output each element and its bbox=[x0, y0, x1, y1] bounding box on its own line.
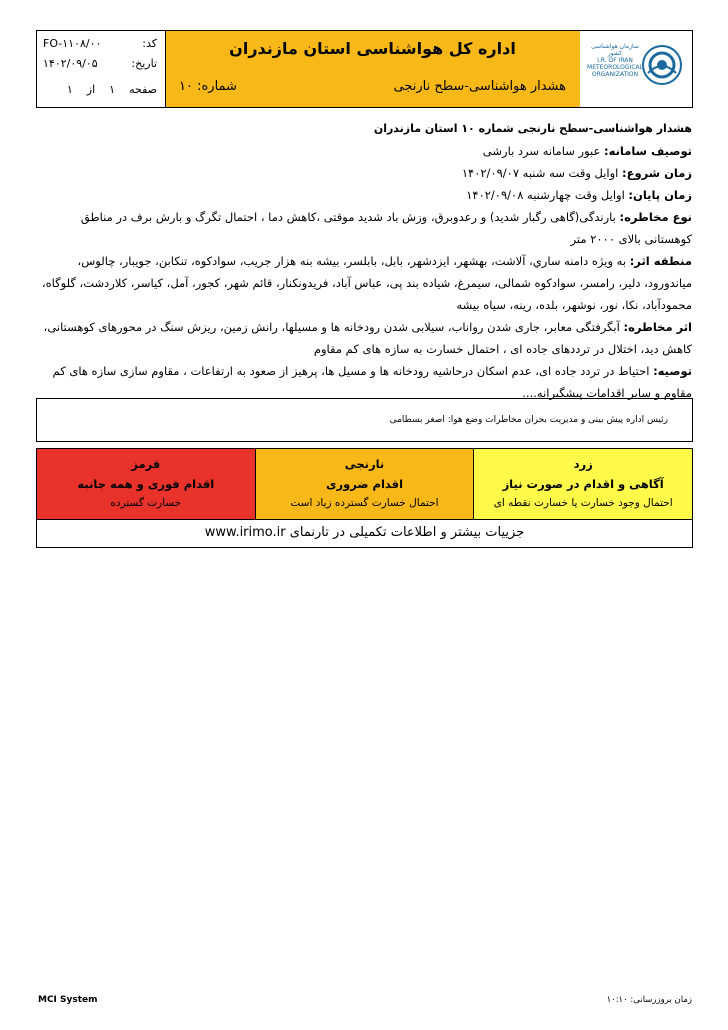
level-action: اقدام فوری و همه جانبه bbox=[77, 477, 215, 491]
page-of-label: از bbox=[86, 83, 96, 96]
start-value: اوایل وقت سه شنبه ۱۴۰۲/۰۹/۰۷ bbox=[461, 166, 619, 180]
document-header bbox=[36, 30, 693, 108]
level-description: احتمال وجود خسارت یا خسارت نقطه ای bbox=[493, 497, 673, 509]
page-value: ۱ bbox=[109, 83, 116, 96]
more-info-link-row[interactable] bbox=[36, 520, 693, 548]
level-description: خسارت گسترده bbox=[110, 497, 182, 509]
level-name: زرد bbox=[573, 457, 593, 471]
more-info-text[interactable]: جزییات بیشتر و اطلاعات تکمیلی در تارنمای www.irimo.ir bbox=[204, 525, 525, 540]
impact-label: اثر مخاطره: bbox=[623, 320, 692, 334]
hazard-type bbox=[36, 206, 692, 250]
logo-text-line: سازمان هواشناسی کشور bbox=[591, 43, 639, 57]
meta-page-row bbox=[43, 83, 157, 99]
impact-value: آبگرفتگی معابر، جاری شدن رواناب، سیلابی شدن رودخانه ها و مسیلها، رانش زمین، ریزش سنگ در محورهای کوهستانی، کاهش دید، اختلال در ترددهای جاده ای ، احتمال خسارت به سازه های کم مقاوم bbox=[43, 320, 692, 356]
system-value: عبور سامانه سرد بارشی bbox=[482, 144, 601, 158]
code-value: FO-۱۱۰۸/۰۰ bbox=[43, 37, 102, 50]
level-orange bbox=[255, 449, 474, 519]
start-label: زمان شروع: bbox=[622, 166, 692, 180]
area-label: منطقه اثر: bbox=[629, 254, 692, 268]
logo-text bbox=[586, 43, 644, 78]
signature-box bbox=[36, 398, 693, 442]
logo-text-line: METEOROLOGICAL bbox=[587, 64, 643, 71]
document-meta bbox=[37, 31, 166, 107]
warning-level-title: هشدار هواشناسی-سطح نارنجی bbox=[393, 79, 566, 94]
level-action: اقدام ضروری bbox=[325, 477, 404, 491]
footer-system-name: MCI System bbox=[38, 995, 98, 1005]
advice-label: توصیه: bbox=[653, 364, 692, 378]
warning-heading: هشدار هواشناسی-سطح نارنجی شماره ۱۰ استان مازندران bbox=[373, 122, 692, 135]
system-label: توصیف سامانه: bbox=[604, 144, 692, 158]
organization-logo bbox=[579, 31, 692, 107]
level-description: احتمال خسارت گسترده زیاد است bbox=[290, 497, 439, 509]
hazard-value: بارندگی(گاهی رگبار شدید) و رعدوبرق، وزش باد شدید موقتی ،کاهش دما ، احتمال تگرگ و بارش برف در مناطق کوهستانی بالای ۲۰۰۰ متر bbox=[80, 210, 692, 246]
logo-text-line: ORGANIZATION bbox=[591, 71, 639, 78]
level-name: قرمز bbox=[131, 457, 161, 471]
affected-area bbox=[36, 250, 692, 316]
meta-code-row bbox=[43, 37, 157, 53]
date-label: تاریخ: bbox=[131, 57, 157, 70]
signature-text: رئیس اداره پیش بینی و مدیریت بحران مخاطرات وضع هوا: اصغر بسطامی bbox=[389, 415, 668, 425]
warning-body bbox=[36, 118, 692, 404]
end-label: زمان پایان: bbox=[628, 188, 692, 202]
date-value: ۱۴۰۲/۰۹/۰۵ bbox=[43, 57, 98, 70]
warning-number: شماره: ۱۰ bbox=[179, 79, 237, 94]
end-time bbox=[36, 184, 692, 206]
meta-date-row bbox=[43, 57, 157, 73]
level-name: نارنجی bbox=[344, 457, 385, 471]
logo-text-line: I.R. OF IRAN bbox=[597, 57, 633, 64]
page-label: صفحه bbox=[129, 83, 157, 96]
page-total: ۱ bbox=[66, 83, 73, 96]
warning-levels-table bbox=[36, 448, 693, 520]
page-title: اداره کل هواشناسی استان مازندران bbox=[229, 39, 516, 58]
logo-globe-icon bbox=[642, 45, 682, 85]
hazard-label: نوع مخاطره: bbox=[619, 210, 692, 224]
footer-update-time: زمان بروزرسانی: ۱۰:۱۰ bbox=[606, 995, 692, 1005]
start-time bbox=[36, 162, 692, 184]
level-action: آگاهی و اقدام در صورت نیاز bbox=[502, 477, 664, 491]
hazard-impact bbox=[36, 316, 692, 360]
end-value: اوایل وقت چهارشنبه ۱۴۰۲/۰۹/۰۸ bbox=[466, 188, 625, 202]
code-label: کد: bbox=[142, 37, 157, 50]
area-value: به ویژه دامنه ساري، آلاشت، بهشهر، ایزدشهر، بابل، بابلسر، بیشه بنه هزار جریب، سوادکوه، تنکابن، جویبار، چالوس، میاندورود، دلیر، رامسر، سوادکوه شمالی، سیمرغ، شیاده بند پی، عباس آباد، فریدونکنار، قائم شهر، کجور، آمل، کیاسر، کلاردشت، گلوگاه، محمودآباد، نکا، نور، نوشهر، بلده، رینه، سیاه بیشه bbox=[41, 254, 692, 312]
system-description bbox=[36, 140, 692, 162]
level-yellow bbox=[473, 449, 692, 519]
header-title-panel bbox=[165, 31, 580, 107]
advice-value: احتیاط در تردد جاده ای، عدم اسکان درحاشیه رودخانه ها و مسیل ها، پرهیز از صعود به ارتفاعات ، مقاوم سازی سازه های کم مقاوم و سایر اقدامات پیشگیرانه.... bbox=[52, 364, 692, 400]
level-red bbox=[37, 449, 255, 519]
